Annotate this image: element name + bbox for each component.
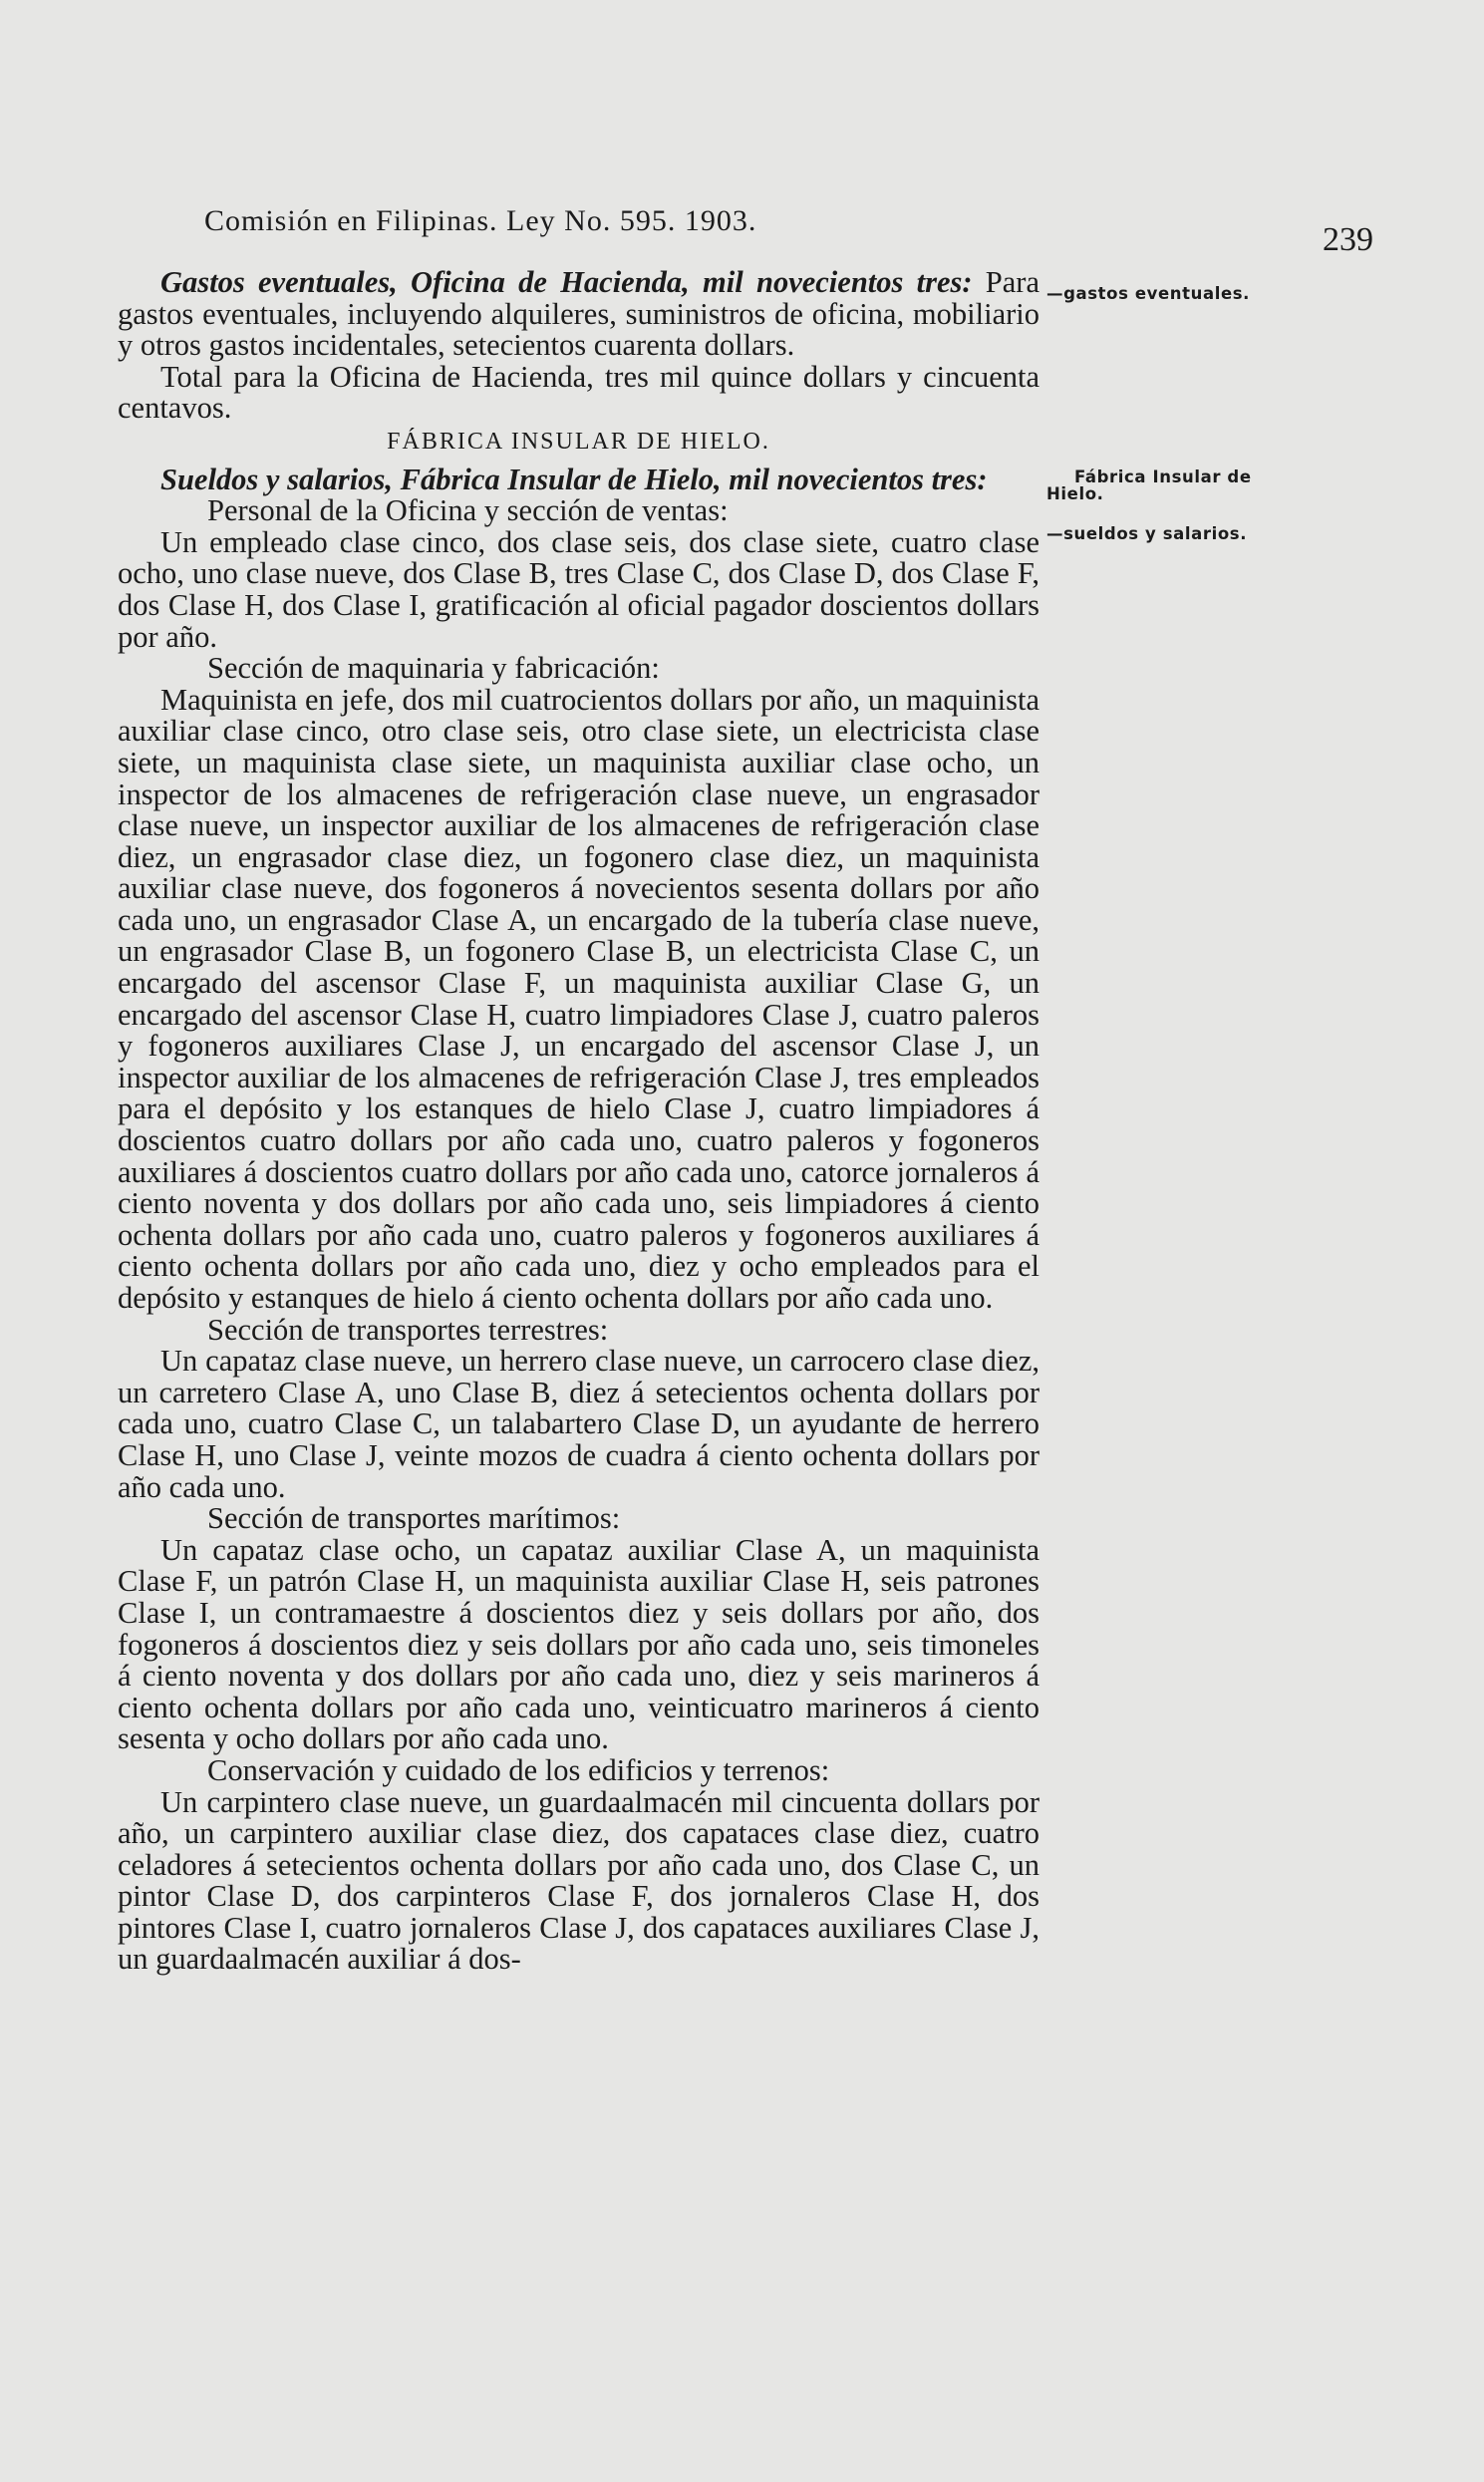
section-text-maquinaria: Maquinista en jefe, dos mil cuatrocientos dollars por año, un maquinista auxiliar clase cinco, otro clase seis, otro clase siete, un electricista clase siete, un maquinista clase siete, un maquinista auxiliar clase ocho, un inspector de los almacenes de refrigeración clase nueve, un engrasador clase nueve, un inspector auxiliar de los almacenes de refrigeración clase diez, un engrasador clase diez, un fogonero clase diez, un maquinista auxiliar clase nueve, dos fogoneros á novecientos sesenta dollars por año cada uno, un engrasador Clase A, un encargado de la tubería clase nueve, un engrasador Clase B, un fogonero Clase B, un electricista Clase C, un encargado del ascensor Clase F, un maquinista auxiliar Clase G, un encargado del ascensor Clase H, cuatro limpiadores Clase J, cuatro paleros y fogoneros auxiliares Clase J, un encargado del ascensor Clase J, un inspector auxiliar de los almacenes de refrigeración Clase J, tres empleados para el depósito y los estanques de hielo Clase J, cuatro limpiadores á doscientos cuatro dollars por año cada uno, cuatro paleros y fogoneros auxiliares á doscientos cuatro dollars por año cada uno, catorce jornaleros á ciento noventa y dos dollars por año cada uno, seis limpiadores á ciento ochenta dollars por año cada uno, cuatro paleros y fogoneros auxiliares á ciento ochenta dollars por año cada uno, diez y ocho empleados para el depósito y estanques de hielo á ciento ochenta dollars por año cada uno. bbox=[118, 682, 1039, 1315]
paragraph-sueldos-heading bbox=[118, 462, 1039, 496]
gastos-italic-heading: Gastos eventuales, Oficina de Hacienda, mil novecientos tres: bbox=[160, 265, 973, 299]
gastos-text: Para gastos eventuales, incluyendo alquileres, suministros de oficina, mobiliario y otros gastos incidentales, setecientos cuarenta dollars. bbox=[118, 265, 1039, 363]
section-text-conservacion: Un carpintero clase nueve, un guardaalmacén mil cincuenta dollars por año, un carpintero auxiliar clase diez, dos capataces clase diez, cuatro celadores á setecientos ochenta dollars por año cada uno, dos Clase C, un pintor Clase D, dos carpinteros Clase F, dos jornaleros Clase H, dos pintores Clase I, cuatro jornaleros Clase J, dos capataces auxiliares Clase J, un guardaalmacén auxiliar á dos- bbox=[118, 1784, 1039, 1977]
body-text bbox=[118, 267, 1039, 1976]
section-title-oficina: Personal de la Oficina y sección de ventas: bbox=[207, 493, 729, 528]
section-title-conservacion: Conservación y cuidado de los edificios y terrenos: bbox=[207, 1752, 830, 1787]
margin-note-fabrica-line1: Fábrica Insular de bbox=[1074, 467, 1252, 486]
margin-note-fabrica bbox=[1046, 468, 1252, 502]
running-header: Comisión en Filipinas. Ley No. 595. 1903. bbox=[204, 204, 757, 237]
sueldos-italic-heading: Sueldos y salarios, Fábrica Insular de Hielo, mil novecientos tres: bbox=[160, 462, 988, 496]
section-text-maritimos: Un capataz clase ocho, un capataz auxiliar Clase A, un maquinista Clase F, un patrón Clase H, un maquinista auxiliar Clase H, seis patrones Clase I, un contramaestre á doscientos diez y seis dollars por año, dos fogoneros á doscientos diez y seis dollars por año cada uno, seis timoneles á ciento noventa y dos dollars por año cada uno, diez y seis marineros á ciento ochenta dollars por año cada uno, veinticuatro marineros á ciento sesenta y ocho dollars por año cada uno. bbox=[118, 1532, 1039, 1756]
margin-note-sueldos: —sueldos y salarios. bbox=[1046, 524, 1248, 543]
section-text-terrestres: Un capataz clase nueve, un herrero clase nueve, un carrocero clase diez, un carretero Clase A, uno Clase B, diez á setecientos ochenta dollars por cada uno, cuatro Clase C, un talabartero Clase D, un ayudante de herrero Clase H, uno Clase J, veinte mozos de cuadra á ciento ochenta dollars por año cada uno. bbox=[118, 1344, 1039, 1504]
section-title-terrestres: Sección de transportes terrestres: bbox=[207, 1312, 609, 1347]
page-number: 239 bbox=[1323, 221, 1373, 258]
margin-note-fabrica-line2: Hielo. bbox=[1046, 484, 1104, 503]
margin-note-gastos: —gastos eventuales. bbox=[1046, 284, 1251, 303]
section-text-oficina: Un empleado clase cinco, dos clase seis, dos clase siete, cuatro clase ocho, uno clase nueve, dos Clase B, tres Clase C, dos Clase D, dos Clase F, dos Clase H, dos Clase I, gratificación al oficial pagador doscientos dollars por año. bbox=[118, 524, 1039, 654]
section-heading-fabrica: FÁBRICA INSULAR DE HIELO. bbox=[387, 428, 770, 455]
section-title-maquinaria: Sección de maquinaria y fabricación: bbox=[207, 651, 660, 686]
paragraph-gastos bbox=[118, 267, 1039, 362]
paragraph-total: Total para la Oficina de Hacienda, tres mil quince dollars y cincuenta centavos. bbox=[118, 359, 1039, 426]
section-title-maritimos: Sección de transportes marítimos: bbox=[207, 1501, 621, 1536]
